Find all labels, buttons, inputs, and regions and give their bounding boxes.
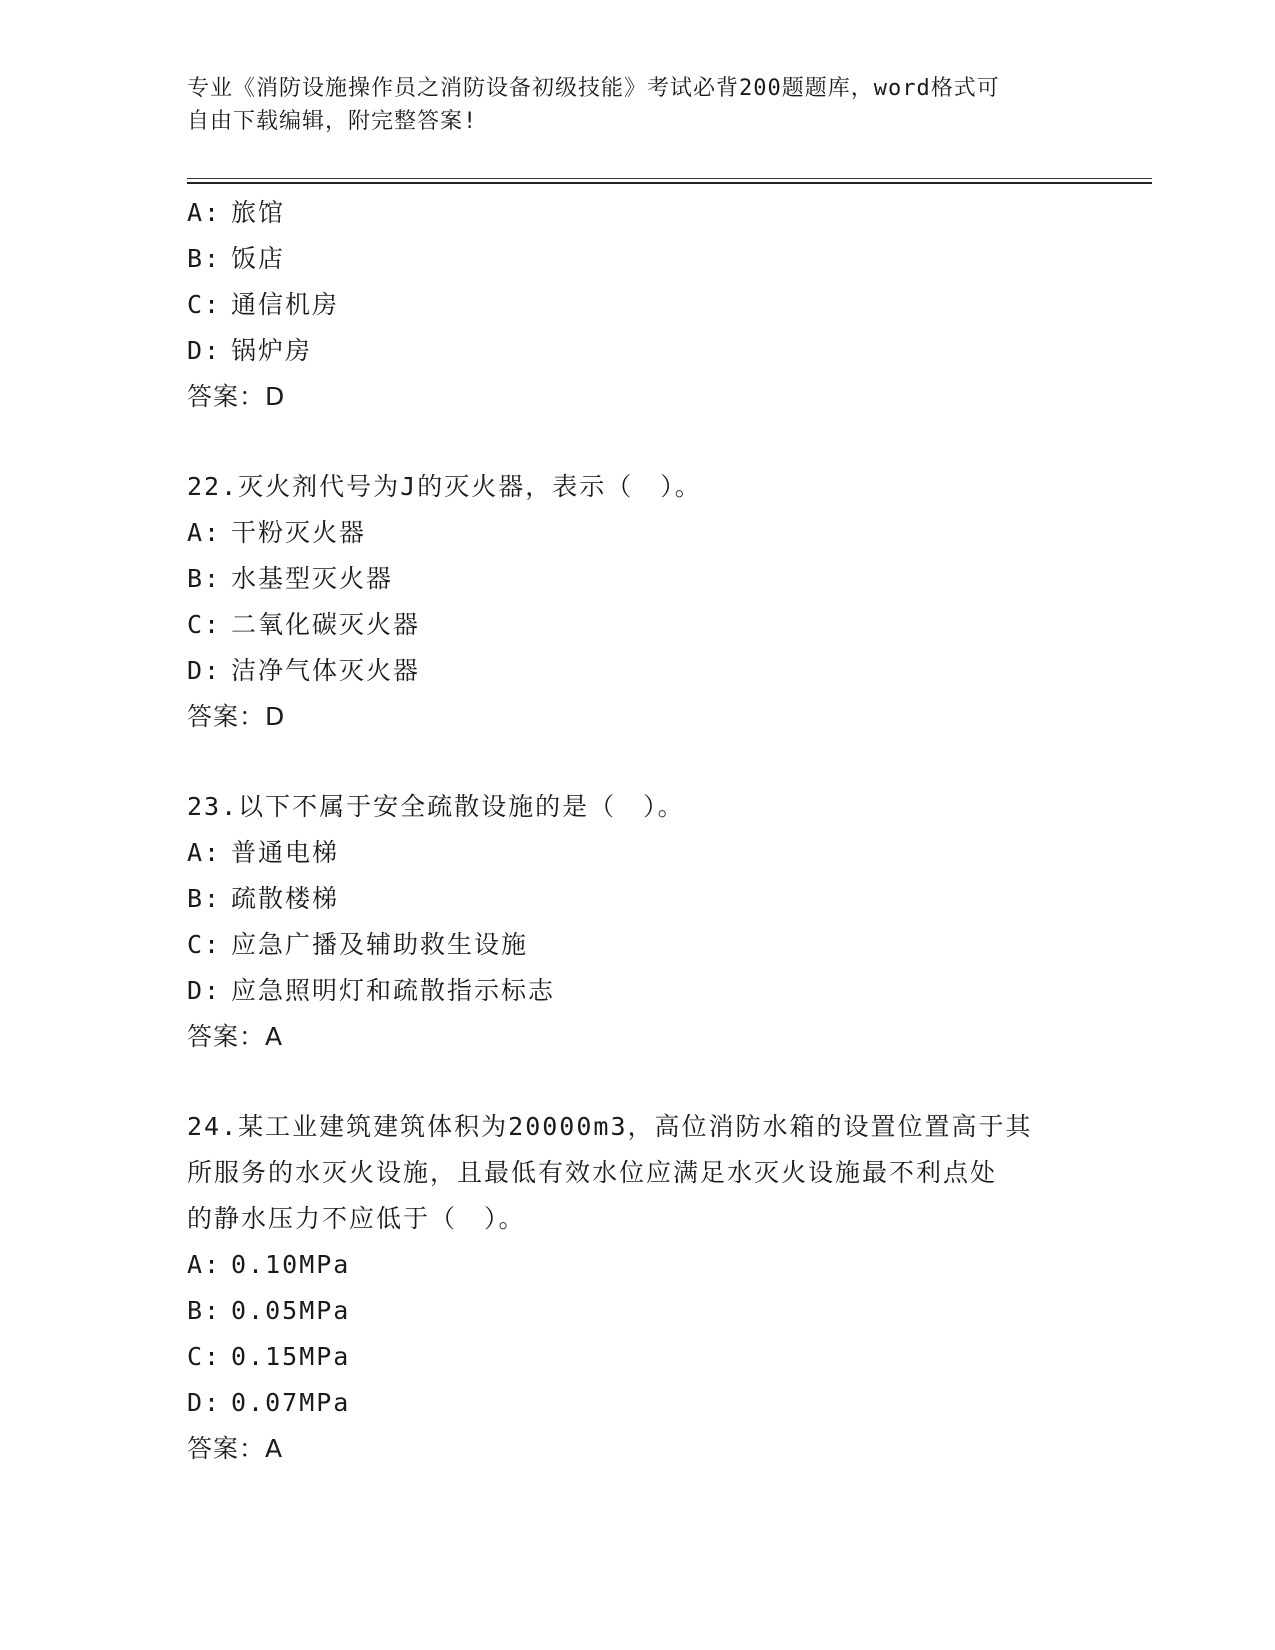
- option-label: D:: [187, 656, 222, 685]
- option-label: B:: [187, 244, 222, 273]
- answer-line: 答案：D: [187, 702, 286, 731]
- option-text: 疏散楼梯: [231, 884, 340, 913]
- answer-line: 答案：A: [187, 1434, 284, 1463]
- option-text: 0.10MPa: [231, 1250, 351, 1279]
- option-text: 应急广播及辅助救生设施: [231, 930, 529, 959]
- question-text-line-3: 的静水压力不应低于（ ）。: [187, 1204, 526, 1233]
- option-label: A:: [187, 518, 222, 547]
- option-text: 水基型灭火器: [231, 564, 394, 593]
- option-d: [187, 648, 1067, 694]
- header-divider-thick: [187, 182, 1152, 184]
- option-c: [187, 282, 1067, 328]
- option-text: 0.05MPa: [231, 1296, 351, 1325]
- document-header: [187, 72, 1067, 138]
- option-b: [187, 556, 1067, 602]
- option-label: C:: [187, 290, 222, 319]
- header-line-2: 自由下载编辑，附完整答案!: [187, 109, 478, 134]
- option-text: 普通电梯: [231, 838, 340, 867]
- option-c: [187, 1334, 1067, 1380]
- header-divider-thin: [187, 178, 1152, 179]
- option-label: A:: [187, 1250, 222, 1279]
- question-block-22: [187, 464, 1067, 740]
- option-label: C:: [187, 930, 222, 959]
- option-label: C:: [187, 1342, 222, 1371]
- question-block-21: [187, 190, 1067, 420]
- option-text: 0.07MPa: [231, 1388, 351, 1417]
- question-list: [187, 190, 1067, 1472]
- option-label: A:: [187, 838, 222, 867]
- option-c: [187, 602, 1067, 648]
- option-label: D:: [187, 976, 222, 1005]
- option-label: C:: [187, 610, 222, 639]
- question-text-line-2: 所服务的水灭火设施，且最低有效水位应满足水灭火设施最不利点处: [187, 1158, 998, 1187]
- question-text: 22.灭火剂代号为J的灭火器，表示（ ）。: [187, 472, 702, 501]
- option-text: 0.15MPa: [231, 1342, 351, 1371]
- option-d: [187, 1380, 1067, 1426]
- question-text: 23.以下不属于安全疏散设施的是（ ）。: [187, 792, 685, 821]
- option-a: [187, 190, 1067, 236]
- question-block-24: [187, 1104, 1067, 1472]
- option-text: 旅馆: [231, 198, 286, 227]
- header-line-1: 专业《消防设施操作员之消防设备初级技能》考试必背200题题库，word格式可: [187, 76, 1000, 101]
- option-text: 锅炉房: [231, 336, 313, 365]
- option-a: [187, 830, 1067, 876]
- question-block-23: [187, 784, 1067, 1060]
- option-label: B:: [187, 564, 222, 593]
- question-text: [187, 1104, 1067, 1242]
- option-text: 二氧化碳灭火器: [231, 610, 421, 639]
- option-label: D:: [187, 336, 222, 365]
- answer-line: 答案：A: [187, 1022, 284, 1051]
- option-a: [187, 510, 1067, 556]
- option-b: [187, 236, 1067, 282]
- option-b: [187, 876, 1067, 922]
- option-text: 干粉灭火器: [231, 518, 367, 547]
- option-d: [187, 328, 1067, 374]
- option-text: 饭店: [231, 244, 286, 273]
- option-label: B:: [187, 884, 222, 913]
- question-text-line-1: 24.某工业建筑建筑体积为20000m3，高位消防水箱的设置位置高于其: [187, 1112, 1033, 1141]
- option-label: B:: [187, 1296, 222, 1325]
- option-d: [187, 968, 1067, 1014]
- option-label: D:: [187, 1388, 222, 1417]
- option-text: 应急照明灯和疏散指示标志: [231, 976, 556, 1005]
- option-c: [187, 922, 1067, 968]
- option-b: [187, 1288, 1067, 1334]
- option-text: 洁净气体灭火器: [231, 656, 421, 685]
- option-text: 通信机房: [231, 290, 340, 319]
- option-label: A:: [187, 198, 222, 227]
- option-a: [187, 1242, 1067, 1288]
- answer-line: 答案：D: [187, 382, 286, 411]
